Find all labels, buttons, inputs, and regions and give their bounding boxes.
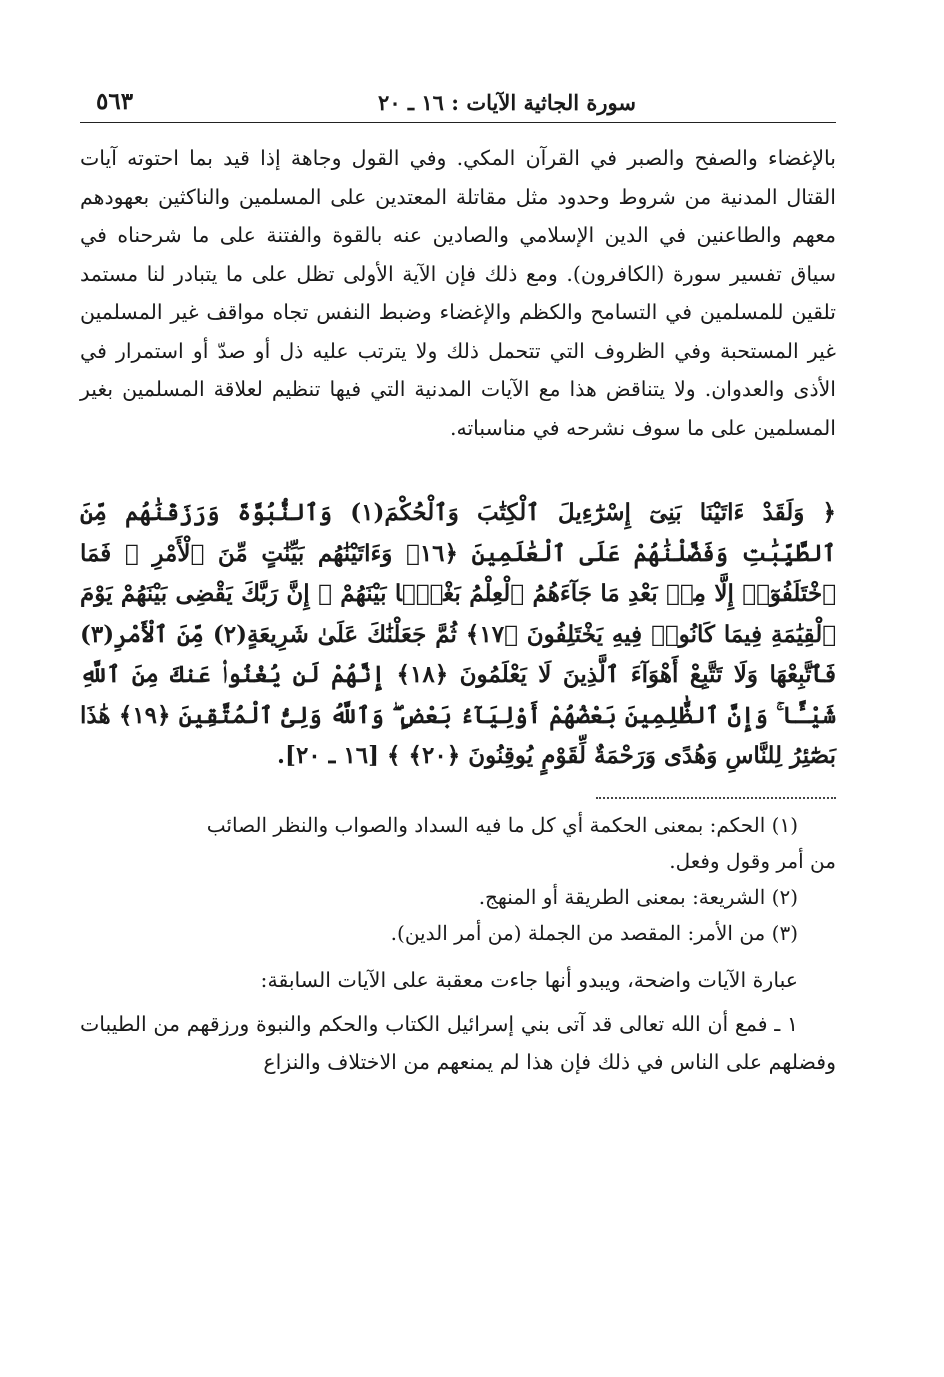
book-page xyxy=(80,86,836,1082)
footnote-2: (٢) الشريعة: بمعنى الطريقة أو المنهج. xyxy=(478,884,798,909)
footnote-1: (١) الحكم: بمعنى الحكمة أي كل ما فيه السداد والصواب والنظر الصائب xyxy=(206,812,798,837)
page-header xyxy=(80,86,836,123)
footnote-1-continuation: من أمر وقول وفعل. xyxy=(669,848,836,873)
footnote-divider xyxy=(596,797,836,799)
quran-verses: ﴿ وَلَقَدْ ءَاتَيْنَا بَنِىٓ إِسْرَٰٓءِيلَ ٱلْكِتَٰبَ وَٱلْحُكْمَ(١) وَٱلنُّبُوَّةَ وَرَزَقْنَٰهُم مِّنَ ٱلطَّيِّبَٰتِ وَفَضَّلْنَٰهُمْ عَلَى ٱلْعَٰلَمِينَ ﴿١٦﴾ وَءَاتَيْنَٰهُم بَيِّنَٰتٍ مِّنَ ٱلْأَمْرِ ۖ فَمَا ٱخْتَلَفُوٓا۟ إِلَّا مِنۢ بَعْدِ مَا جَآءَهُمُ ٱلْعِلْمُ بَغْيًۢا بَيْنَهُمْ ۚ إِنَّ رَبَّكَ يَقْضِى بَيْنَهُمْ يَوْمَ ٱلْقِيَٰمَةِ فِيمَا كَانُوا۟ فِيهِ يَخْتَلِفُونَ ﴿١٧﴾ ثُمَّ جَعَلْنَٰكَ عَلَىٰ شَرِيعَةٍ(٢) مِّنَ ٱلْأَمْرِ(٣) فَٱتَّبِعْهَا وَلَا تَتَّبِعْ أَهْوَآءَ ٱلَّذِينَ لَا يَعْلَمُونَ ﴿١٨﴾ إِنَّهُمْ لَن يُغْنُوا۟ عَنكَ مِنَ ٱللَّهِ شَيْـًٔا ۚ وَإِنَّ ٱلظَّٰلِمِينَ بَعْضُهُمْ أَوْلِيَآءُ بَعْضٍ ۖ وَٱللَّهُ وَلِىُّ ٱلْمُتَّقِينَ ﴿١٩﴾ هَٰذَا بَصَٰٓئِرُ لِلنَّاسِ وَهُدًى وَرَحْمَةٌ لِّقَوْمٍ يُوقِنُونَ ﴿٢٠﴾ ﴾ [١٦ ـ ٢٠]. xyxy=(80,499,837,769)
commentary-paragraph-1: بالإغضاء والصفح والصبر في القرآن المكي. وفي القول وجاهة إذا قيد بما احتوته آيات القتال المدنية من شروط وحدود مثل مقاتلة المعتدين على المسلمين والناكثين بعهودهم معهم والطاعنين في الدين الإسلامي والصادين عنه بالقوة والفتنة على ما شرحناه في سياق تفسير سورة (الكافرون). ومع ذلك فإن الآية الأولى تظل على ما يتبادر لنا مستمد تلقين للمسلمين في التسامح والكظم والإغضاء وضبط النفس تجاه مواقف غير المسلمين غير المستحبة وفي الظروف التي تتحمل ذلك ولا يترتب عليه ذل أو صدّ أو استمرار في الأذى والعدوان. ولا يتناقض هذا مع الآيات المدنية التي فيها تنظيم لعلاقة المسلمين بغير المسلمين على ما سوف نشرحه في مناسباته. xyxy=(80,146,836,440)
commentary-paragraph-3: ١ ـ فمع أن الله تعالى قد آتى بني إسرائيل الكتاب والحكم والنبوة ورزقهم من الطيبات وفضلهم على الناس في ذلك فإن هذا لم يمنعهم من الاختلاف والنزاع xyxy=(80,1011,836,1074)
running-title: سورة الجاثية الآيات : ١٦ ـ ٢٠ xyxy=(378,90,636,115)
footnotes xyxy=(80,807,836,951)
commentary-paragraph-2: عبارة الآيات واضحة، ويبدو أنها جاءت معقبة على الآيات السابقة: xyxy=(260,967,798,992)
footnote-3: (٣) من الأمر: المقصد من الجملة (من أمر الدين). xyxy=(390,920,798,945)
page-number: ٥٦٣ xyxy=(96,88,134,115)
